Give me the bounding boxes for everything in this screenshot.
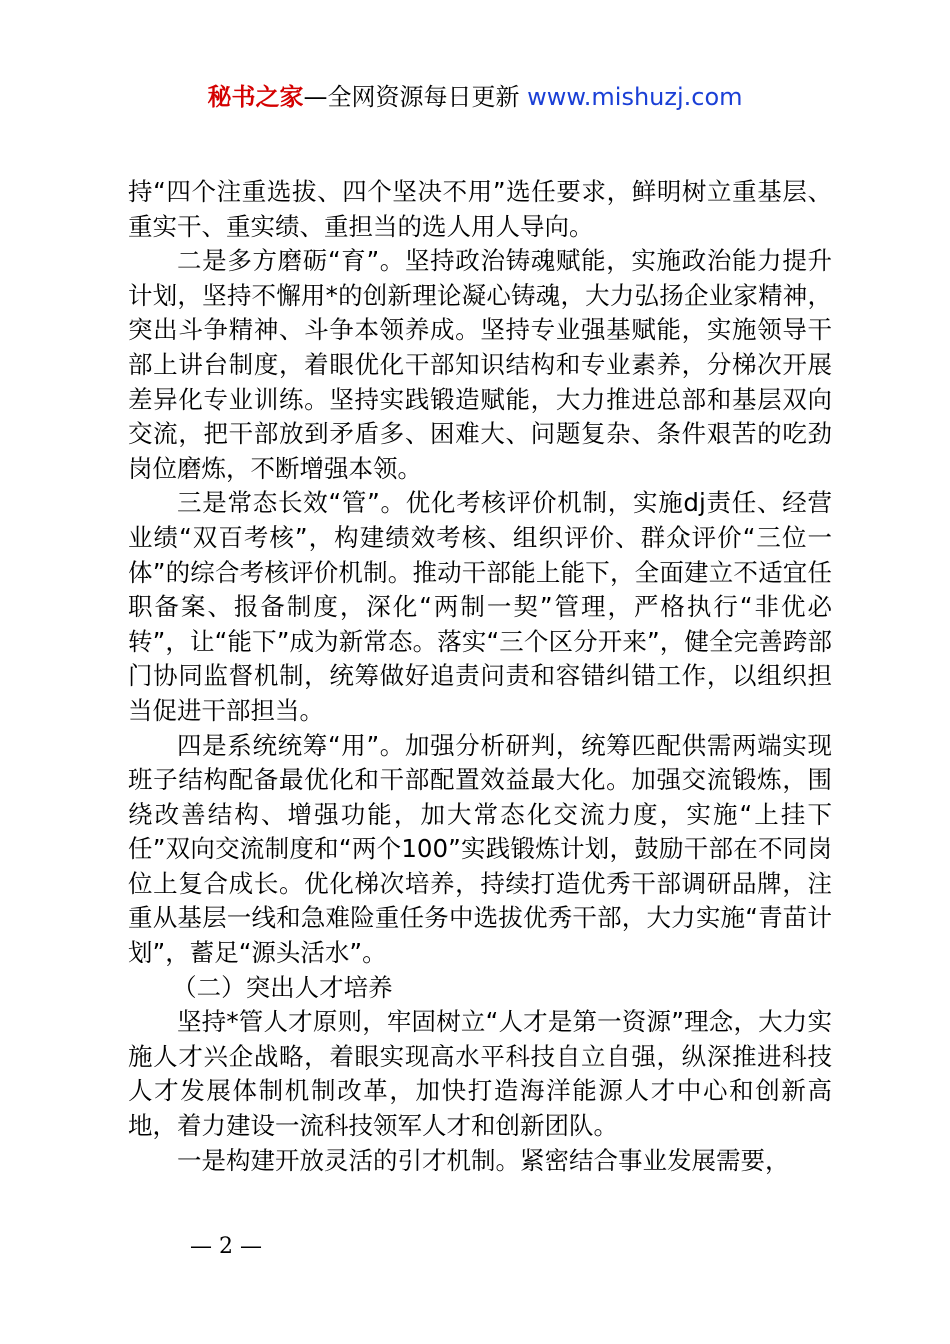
paragraph: 坚持*管人才原则，牢固树立“人才是第一资源”理念，大力实施人才兴企战略，着眼实现高水平科技自立自强，纵深推进科技人才发展体制机制改革，加快打造海洋能源人才中心和创新高地，着力建设一流科技领军人才和创新团队。 [128, 1007, 832, 1141]
paragraph: 三是常态长效“管”。优化考核评价机制，实施dj责任、经营业绩“双百考核”，构建绩效考核、组织评价、群众评价“三位一体”的综合考核评价机制。推动干部能上能下，全面建立不适宜任职备案、报备制度，深化“两制一契”管理，严格执行“非优必转”，让“能下”成为新常态。落实“三个区分开来”，健全完善跨部门协同监督机制，统筹做好追责问责和容错纠错工作，以组织担当促进干部担当。 [128, 488, 832, 725]
paragraph: 二是多方磨砺“育”。坚持政治铸魂赋能，实施政治能力提升计划，坚持不懈用*的创新理论凝心铸魂，大力弘扬企业家精神，突出斗争精神、斗争本领养成。坚持专业强基赋能，实施领导干部上讲台制度，着眼优化干部知识结构和专业素养，分梯次开展差异化专业训练。坚持实践锻造赋能，大力推进总部和基层双向交流，把干部放到矛盾多、困难大、问题复杂、条件艰苦的吃劲岗位磨炼，不断增强本领。 [128, 246, 832, 483]
paragraph: 四是系统统筹“用”。加强分析研判，统筹匹配供需两端实现班子结构配备最优化和干部配置效益最大化。加强交流锻炼，围绕改善结构、增强功能，加大常态化交流力度，实施“上挂下任”双向交流制度和“两个100”实践锻炼计划，鼓励干部在不同岗位上复合成长。优化梯次培养，持续打造优秀干部调研品牌，注重从基层一线和急难险重任务中选拔优秀干部，大力实施“青苗计划”，蓄足“源头活水”。 [128, 730, 832, 968]
paragraph: 一是构建开放灵活的引才机制。紧密结合事业发展需要， [177, 1145, 790, 1175]
page-number: — 2 — [190, 1234, 262, 1259]
header-slogan: —全网资源每日更新 [303, 83, 520, 111]
document-body [128, 175, 832, 1178]
document-header [0, 80, 950, 114]
header-url[interactable]: www.mishuzj.com [527, 83, 743, 111]
header-brand: 秘书之家 [207, 83, 304, 111]
section-heading: （二）突出人才培养 [172, 972, 393, 1002]
paragraph: 持“四个注重选拔、四个坚决不用”选任要求，鲜明树立重基层、重实干、重实绩、重担当的选人用人导向。 [128, 177, 832, 241]
